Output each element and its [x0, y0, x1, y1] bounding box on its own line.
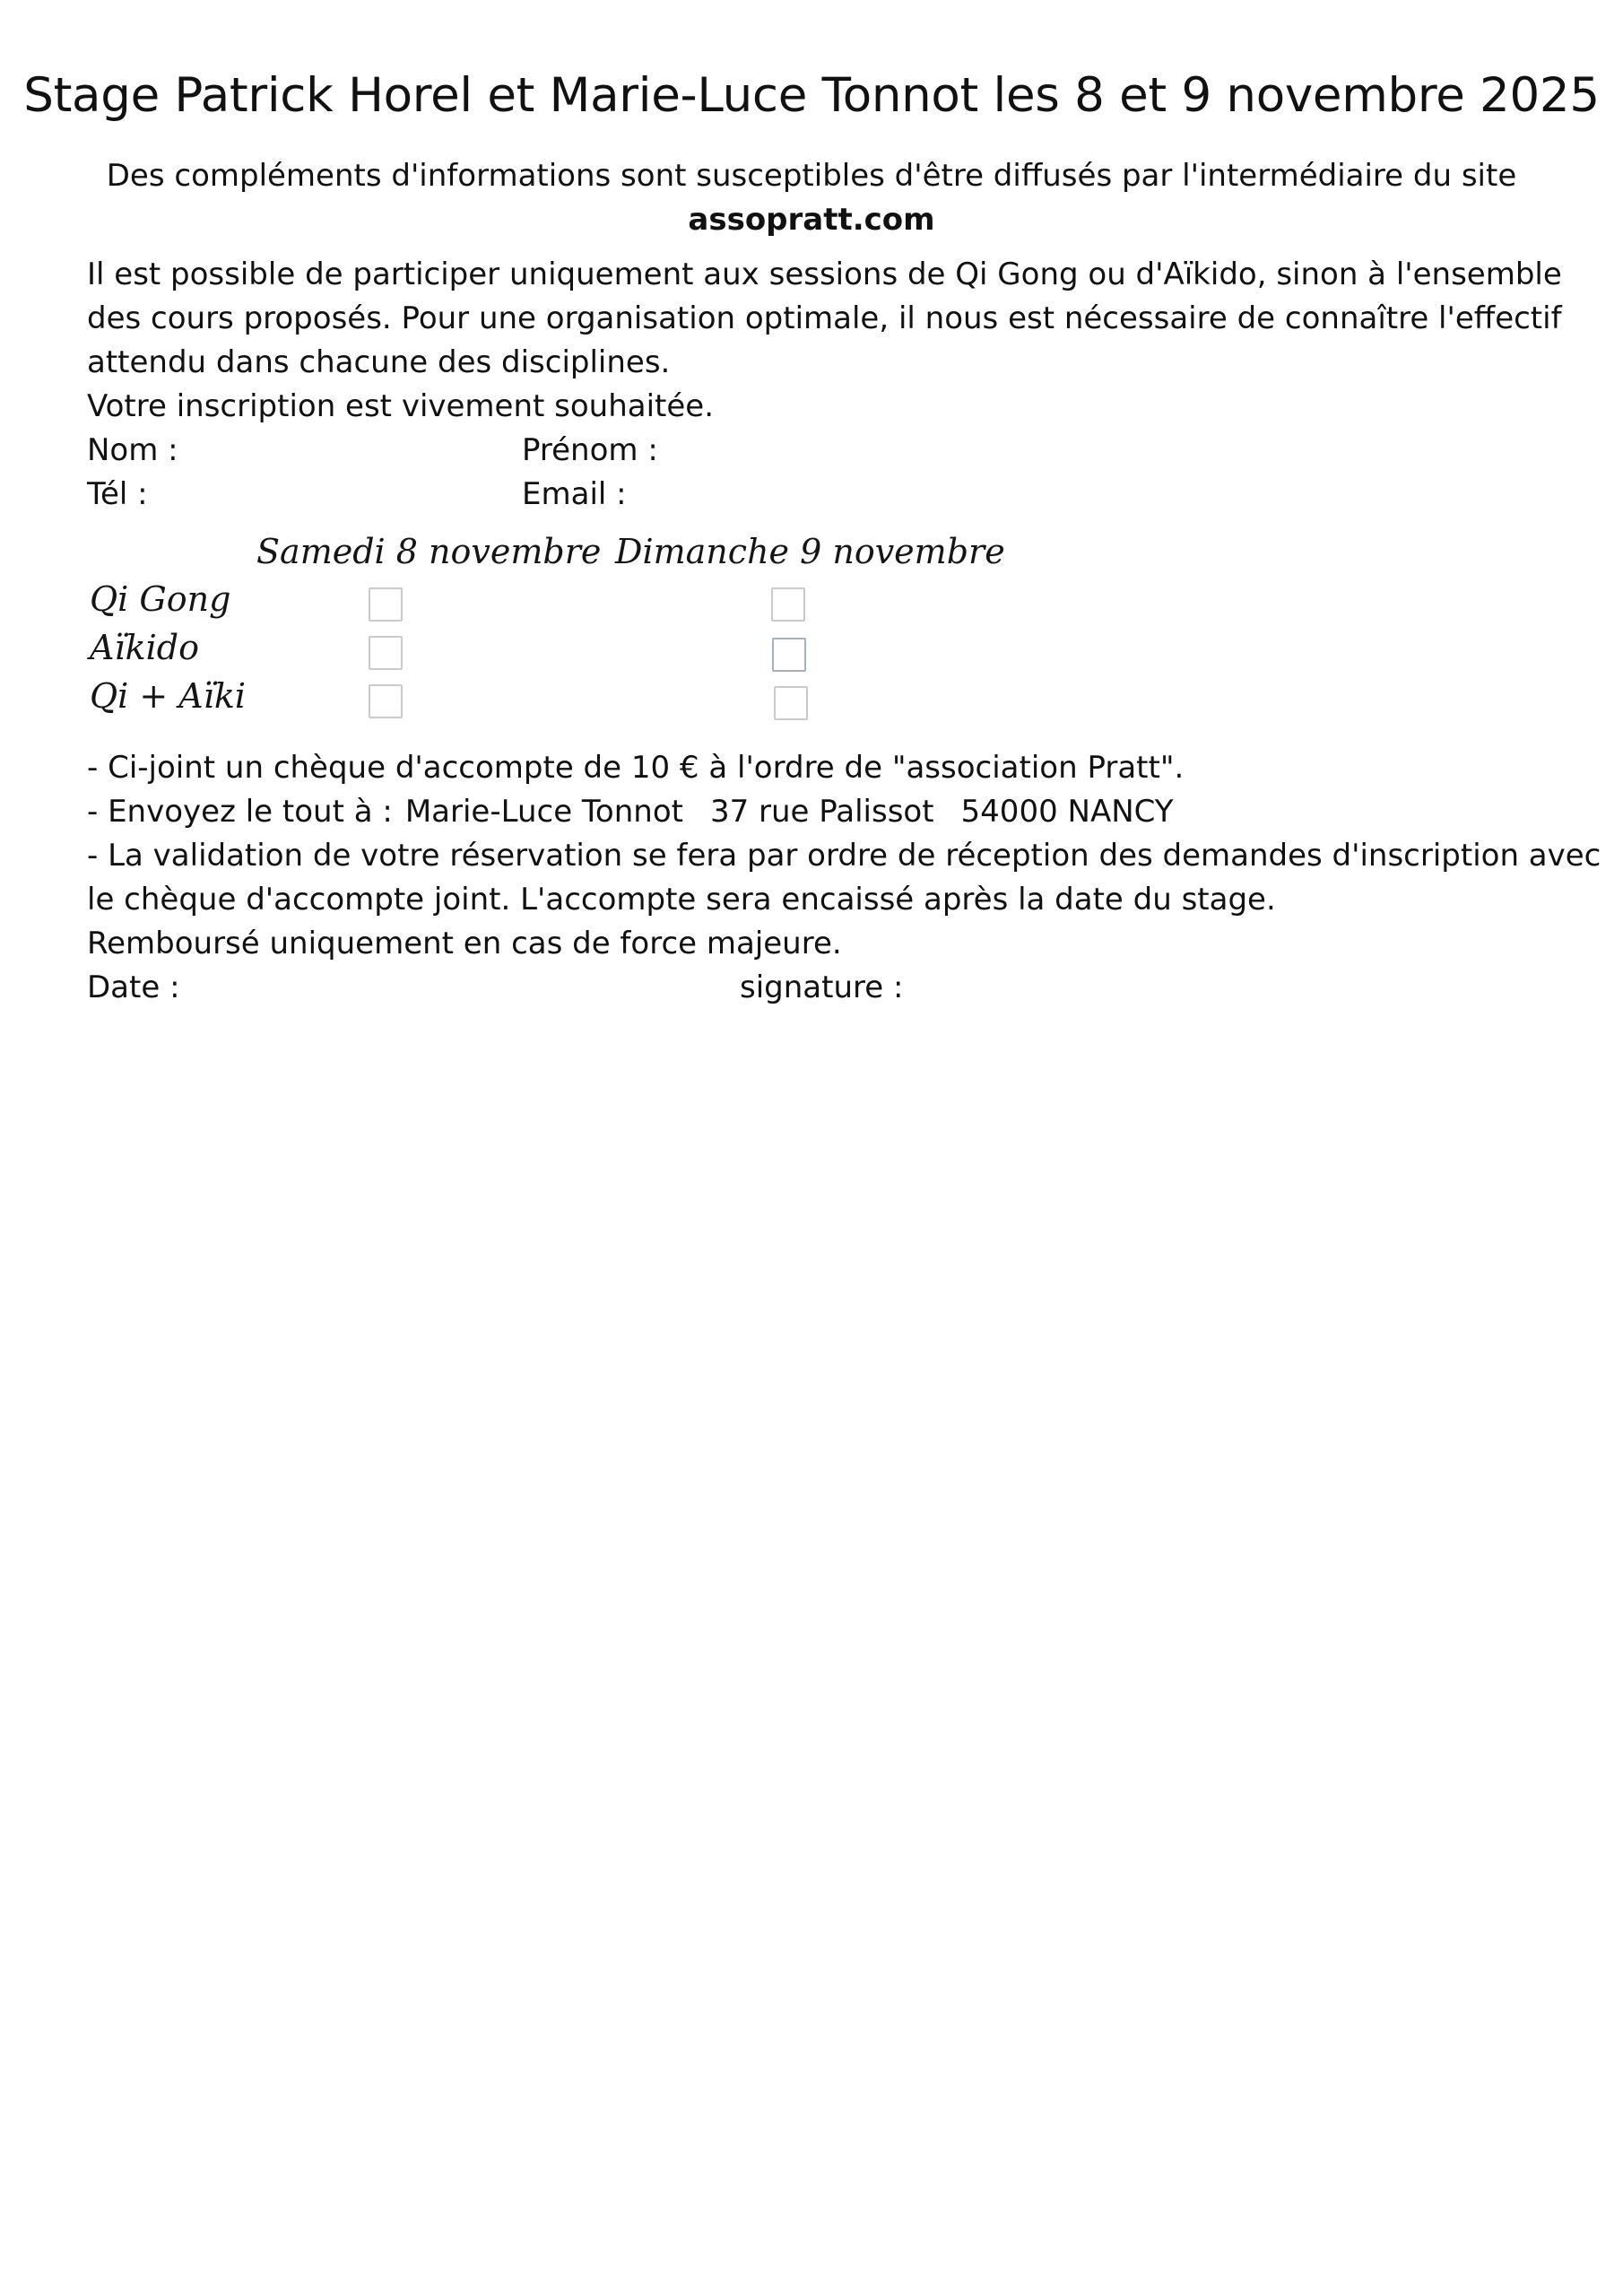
- send-city: 54000 NANCY: [960, 794, 1174, 830]
- row-label-aikido: Aïkido: [90, 628, 199, 667]
- send-name: Marie-Luce Tonnot: [404, 794, 683, 830]
- send-label: - Envoyez le tout à :: [87, 794, 393, 830]
- checkbox-qi-gong-sunday[interactable]: [771, 587, 805, 622]
- name-row: [87, 429, 1558, 473]
- intro-line: Des compléments d'informations sont susceptibles d'être diffusés par l'intermédiaire du site: [106, 158, 1517, 194]
- date-label: Date :: [87, 970, 180, 1005]
- column-header-saturday: Samedi 8 novembre: [256, 532, 602, 571]
- checkbox-aikido-sunday[interactable]: [772, 638, 806, 672]
- cheque-line: - Ci-joint un chèque d'accompte de 10 € à l'ordre de "association Pratt".: [87, 750, 1185, 786]
- validation-line-2: le chèque d'accompte joint. L'accompte sera encaissé après la date du stage.: [87, 882, 1276, 918]
- send-street: 37 rue Palissot: [709, 794, 934, 830]
- row-label-qi-aiki: Qi + Aïki: [90, 676, 247, 716]
- description-line-2: des cours proposés. Pour une organisation optimale, il nous est nécessaire de connaître l'effectif: [87, 300, 1562, 336]
- page-title: Stage Patrick Horel et Marie-Luce Tonnot les 8 et 9 novembre 2025: [23, 68, 1600, 123]
- email-label: Email :: [522, 476, 627, 512]
- date-signature-row: [87, 966, 1558, 1010]
- description-line-4: Votre inscription est vivement souhaitée.: [87, 388, 715, 424]
- checkbox-qi-gong-saturday[interactable]: [369, 587, 403, 622]
- address-line: [87, 790, 1558, 834]
- checkbox-qi-aiki-sunday[interactable]: [774, 686, 808, 720]
- site-link[interactable]: assopratt.com: [688, 202, 935, 238]
- description-line-3: attendu dans chacune des disciplines.: [87, 344, 671, 380]
- validation-line-1: - La validation de votre réservation se fera par ordre de réception des demandes d'inscription avec: [87, 838, 1601, 874]
- prenom-label: Prénom :: [522, 432, 658, 468]
- nom-label: Nom :: [87, 432, 178, 468]
- contact-row: [87, 473, 1558, 517]
- checkbox-aikido-saturday[interactable]: [369, 636, 403, 670]
- payment-info-block: [87, 746, 1601, 1010]
- description-block: [87, 253, 1562, 517]
- checkbox-qi-aiki-saturday[interactable]: [369, 684, 403, 718]
- intro-text: [72, 154, 1551, 242]
- refund-line: Remboursé uniquement en cas de force majeure.: [87, 926, 842, 961]
- tel-label: Tél :: [87, 476, 148, 512]
- row-label-qi-gong: Qi Gong: [90, 579, 231, 619]
- signature-label: signature :: [740, 970, 904, 1005]
- column-header-sunday: Dimanche 9 novembre: [615, 532, 1005, 571]
- description-line-1: Il est possible de participer uniquement aux sessions de Qi Gong ou d'Aïkido, sinon à l'ensemble: [87, 257, 1562, 292]
